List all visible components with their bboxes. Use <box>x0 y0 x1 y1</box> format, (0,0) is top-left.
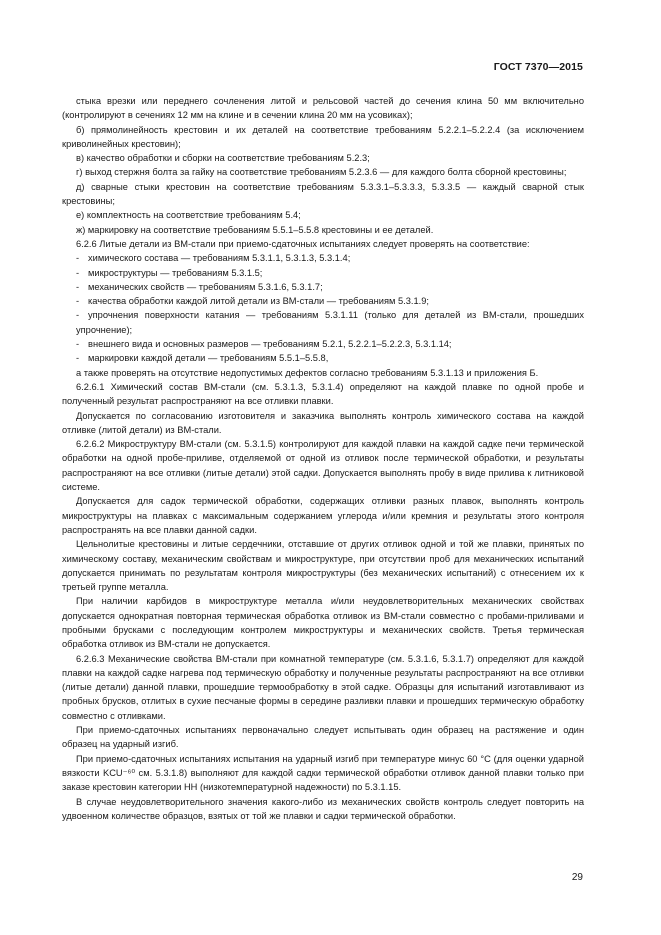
document-body <box>62 94 584 823</box>
paragraph-text: д) сварные стыки крестовин на соответствие требованиям 5.3.3.1–5.3.3.3, 5.3.3.5 — каждый сварной стык крестовины; <box>62 181 584 207</box>
paragraph <box>62 223 584 237</box>
paragraph-text: 6.2.6.3 Механические свойства ВМ-стали при комнатной температуре (см. 5.3.1.6, 5.3.1.7) определяют для каждой плавки на каждой садке нагрева под термическую обработку и полученные результаты распространяют на все отливки (литые детали) данной плавки, прошедшие термообработку в этой садке. Образцы для испытаний изготавливают из пробных брусков, отлитых в сухие песчаные формы в середине разливки плавки и прошедших термическую обработку совместно с отливками. <box>62 653 584 721</box>
page-number: 29 <box>571 872 583 883</box>
paragraph-text: стыка врезки или переднего сочленения литой и рельсовой частей до сечения клина 50 мм включительно (контролируют в сечениях 12 мм на клине и в сечении клина 20 мм на усовиках); <box>62 96 584 121</box>
paragraph-text: в) качество обработки и сборки на соответствие требованиям 5.2.3; <box>76 153 370 164</box>
paragraph-text: механических свойств — требованиям 5.3.1.6, 5.3.1.7; <box>88 281 323 292</box>
list-item <box>62 308 584 337</box>
list-dash: - <box>76 296 80 307</box>
paragraph-text: упрочнения поверхности катания — требованиям 5.3.1.11 (только для деталей из ВМ-стали, прошедших упрочнение); <box>76 310 584 335</box>
paragraph-text: внешнего вида и основных размеров — требованиям 5.2.1, 5.2.2.1–5.2.2.3, 5.3.1.14; <box>88 339 452 350</box>
paragraph-text: Цельнолитые крестовины и литые сердечники, отставшие от других отливок одной и той же плавки, принятых по химическому составу, механическим свойствам и микроструктуре, при отсутствии проб для механических испытаний допускается принимать по результатам контроля микроструктуры (без механических испытаний) с отнесением их к третьей группе металла. <box>62 539 584 593</box>
paragraph-text: При наличии карбидов в микроструктуре металла и/или неудовлетворительных механических свойствах допускается однократная повторная термическая обработка отливок из ВМ-стали совместно с пробами-приливами и пробными брусками с последующим контролем микроструктуры и механических свойств. Третья термическая обработка отливок из ВМ-стали не допускается. <box>62 596 584 650</box>
list-dash: - <box>76 339 80 350</box>
paragraph <box>62 208 584 222</box>
paragraph <box>62 752 584 795</box>
paragraph <box>62 94 584 123</box>
paragraph-text: б) прямолинейность крестовин и их деталей на соответствие требованиям 5.2.2.1–5.2.2.4 (за исключением криволинейных крестовин); <box>62 124 584 149</box>
paragraph <box>62 409 584 438</box>
paragraph <box>62 165 584 179</box>
paragraph <box>62 537 584 594</box>
paragraph-text: 6.2.6.1 Химический состав ВМ-стали (см. 5.3.1.3, 5.3.1.4) определяют на каждой плавке по одной пробе и полученный результат распространяют на все отливки плавки. <box>62 381 584 407</box>
list-dash: - <box>76 281 80 292</box>
list-item <box>62 351 584 365</box>
paragraph <box>62 795 584 824</box>
paragraph-text: микроструктуры — требованиям 5.3.1.5; <box>88 267 263 278</box>
paragraph-text: 6.2.6.2 Микроструктуру ВМ-стали (см. 5.3.1.5) контролируют для каждой плавки на каждой садке печи термической обработки на одной пробе-приливе, отделяемой от одной из отливок после термической обработки, и результаты распространяют на все отливки (литые детали) этой садки. Допускается выполнять пробу в виде прилива к литниковой системе. <box>62 439 584 493</box>
paragraph-text: При приемо-сдаточных испытаниях испытания на ударный изгиб при температуре минус 60 °С (для оценки ударной вязкости KCU⁻⁶⁰ см. 5.3.1.8) выполняют для каждой садки термической обработки отливок данной плавки только при заказе крестовин категории НН (низкотемпературной надежности) по 5.3.1.15. <box>62 753 584 793</box>
paragraph-text: В случае неудовлетворительного значения какого-либо из механических свойств контроль следует повторить на удвоенном количестве образцов, взятых от той же плавки и садки термической обработки. <box>62 796 584 821</box>
paragraph <box>62 594 584 651</box>
paragraph <box>62 723 584 752</box>
paragraph <box>62 151 584 165</box>
list-dash: - <box>76 353 80 364</box>
list-item <box>62 294 584 308</box>
list-dash: - <box>76 267 80 278</box>
paragraph-text: маркировки каждой детали — требованиям 5.5.1–5.5.8, <box>88 353 329 364</box>
paragraph <box>62 652 584 723</box>
list-item <box>62 280 584 294</box>
paragraph-text: а также проверять на отсутствие недопустимых дефектов согласно требованиям 5.3.1.13 и приложения Б. <box>76 367 539 378</box>
list-item <box>62 337 584 351</box>
paragraph-text: Допускается по согласованию изготовителя и заказчика выполнять контроль химического состава на каждой отливке (литой детали) из ВМ-стали. <box>62 410 584 435</box>
paragraph <box>62 380 584 409</box>
paragraph <box>62 123 584 152</box>
paragraph-text: ж) маркировку на соответствие требованиям 5.5.1–5.5.8 крестовины и ее деталей. <box>76 224 434 235</box>
paragraph <box>62 494 584 537</box>
paragraph-text: г) выход стержня болта за гайку на соответствие требованиям 5.2.3.6 — для каждого болта сборной крестовины; <box>76 167 567 178</box>
document-header: ГОСТ 7370—2015 <box>493 61 583 73</box>
list-dash: - <box>76 310 80 321</box>
paragraph-text: качества обработки каждой литой детали из ВМ-стали — требованиям 5.3.1.9; <box>88 296 430 307</box>
paragraph <box>62 366 584 380</box>
paragraph-text: е) комплектность на соответствие требованиям 5.4; <box>76 210 301 221</box>
list-item <box>62 266 584 280</box>
list-item <box>62 251 584 265</box>
paragraph <box>62 437 584 494</box>
paragraph <box>62 237 584 251</box>
paragraph-text: 6.2.6 Литые детали из ВМ-стали при приемо-сдаточных испытаниях следует проверять на соответствие: <box>76 238 530 249</box>
paragraph-text: Допускается для садок термической обработки, содержащих отливки разных плавок, выполнять контроль микроструктуры на плавках с максимальным содержанием углерода и/или кремния и результаты этого контроля распространять на все плавки данной садки. <box>62 496 584 535</box>
paragraph-text: химического состава — требованиям 5.3.1.1, 5.3.1.3, 5.3.1.4; <box>88 253 351 264</box>
list-dash: - <box>76 253 80 264</box>
paragraph-text: При приемо-сдаточных испытаниях первоначально следует испытывать один образец на растяжение и один образец на ударный изгиб. <box>62 725 584 750</box>
paragraph <box>62 180 584 209</box>
